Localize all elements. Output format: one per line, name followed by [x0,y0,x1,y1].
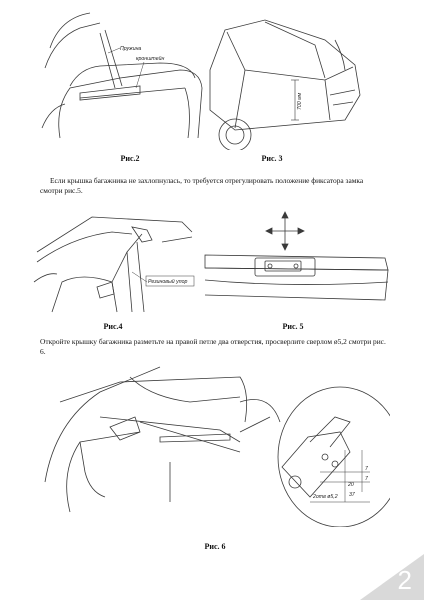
figure-6-illustration [40,362,390,527]
dimension-37-label: 37 [349,492,355,498]
figure-4-caption: Рис.4 [103,322,123,331]
dimension-7b-label: 7 [365,476,368,482]
figure-2-caption: Рис.2 [120,154,140,163]
figure-6-caption: Рис. 6 [204,542,226,551]
page-number: 2 [397,565,412,595]
holes-label: 2отв ø5,2 [313,494,338,500]
figure-5-illustration [200,210,390,318]
paragraph-adjust-latch: Если крышка багажника не захлопнулась, то требуется отрегулировать положение фиксатора замка смотри рис.5. [40,176,364,195]
spring-label: Пружина [120,46,142,52]
figure-5-caption: Рис. 5 [282,322,304,331]
bracket-label: кронштейн [136,56,165,62]
figure-4-illustration [32,212,202,320]
figure-3-caption: Рис. 3 [261,154,283,163]
figure-2-illustration [40,8,215,148]
page-corner-tab [360,554,424,600]
paragraph-drill-holes: Откройте крышку багажника разметьте на правой петле два отверстия, просверлите сверлом ø5,2 смотри рис. 6. [40,337,386,356]
dimension-20-label: 20 [348,482,354,488]
dimension-7a-label: 7 [365,466,368,472]
figure-3-illustration [205,10,365,150]
rubber-stop-label: Резиновый упор [148,279,188,285]
dimension-700-label: 700 мм [297,92,303,110]
